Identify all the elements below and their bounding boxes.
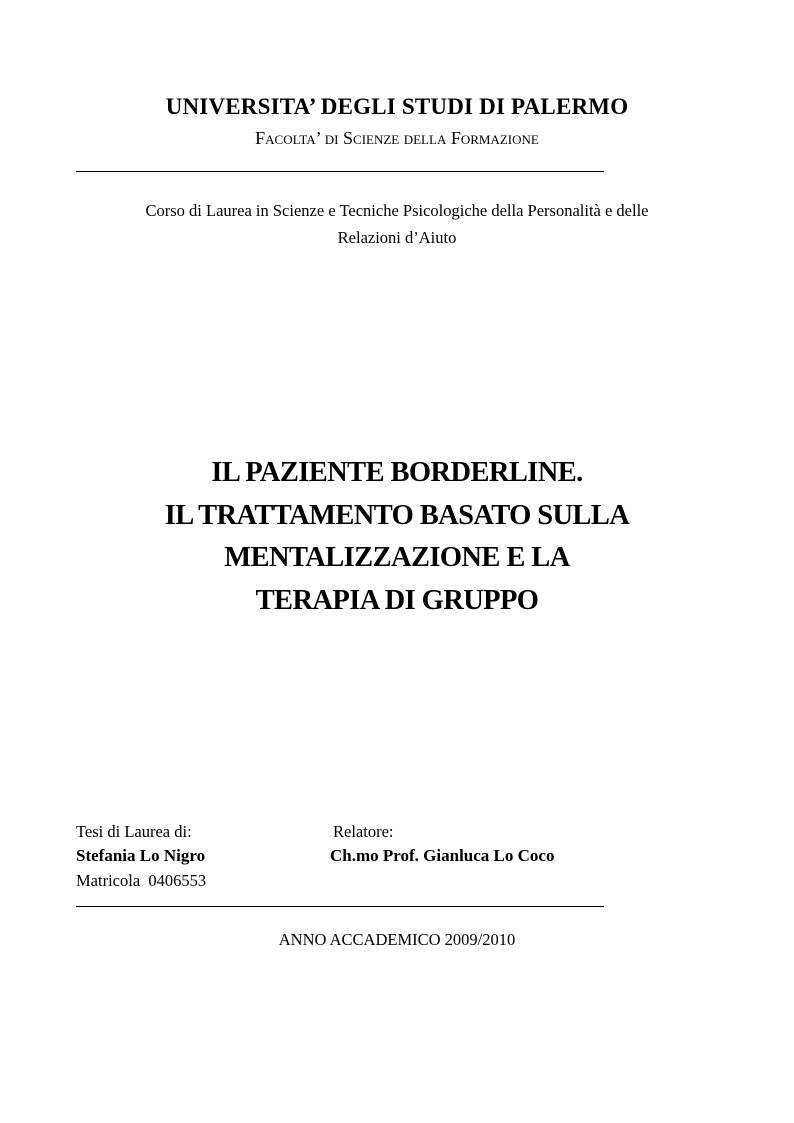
course-line-2: Relazioni d’Aiuto	[337, 228, 457, 247]
advisor-name: Ch.mo Prof. Gianluca Lo Coco	[330, 846, 555, 865]
title-line-4: TERAPIA DI GRUPPO	[255, 584, 539, 616]
academic-year: ANNO ACCADEMICO 2009/2010	[278, 930, 516, 949]
top-divider	[76, 171, 604, 172]
thesis-title	[60, 452, 734, 622]
student-id: Matricola 0406553	[76, 871, 207, 890]
title-line-1: IL PAZIENTE BORDERLINE.	[211, 457, 583, 488]
student-name: Stefania Lo Nigro	[76, 846, 206, 865]
course-of-study	[90, 197, 704, 251]
thesis-author-label: Tesi di Laurea di:	[76, 822, 192, 841]
faculty-name: Facolta’ di Scienze della Formazione	[255, 128, 539, 148]
course-line-1: Corso di Laurea in Scienze e Tecniche Psicologiche della Personalità e delle	[145, 201, 649, 220]
title-line-3: MENTALIZZAZIONE E LA	[224, 542, 570, 573]
bottom-divider	[76, 906, 604, 907]
advisor-label: Relatore:	[333, 822, 394, 841]
title-line-2: IL TRATTAMENTO BASATO SULLA	[164, 499, 630, 531]
university-name: UNIVERSITA’ DEGLI STUDI DI PALERMO	[165, 94, 629, 119]
